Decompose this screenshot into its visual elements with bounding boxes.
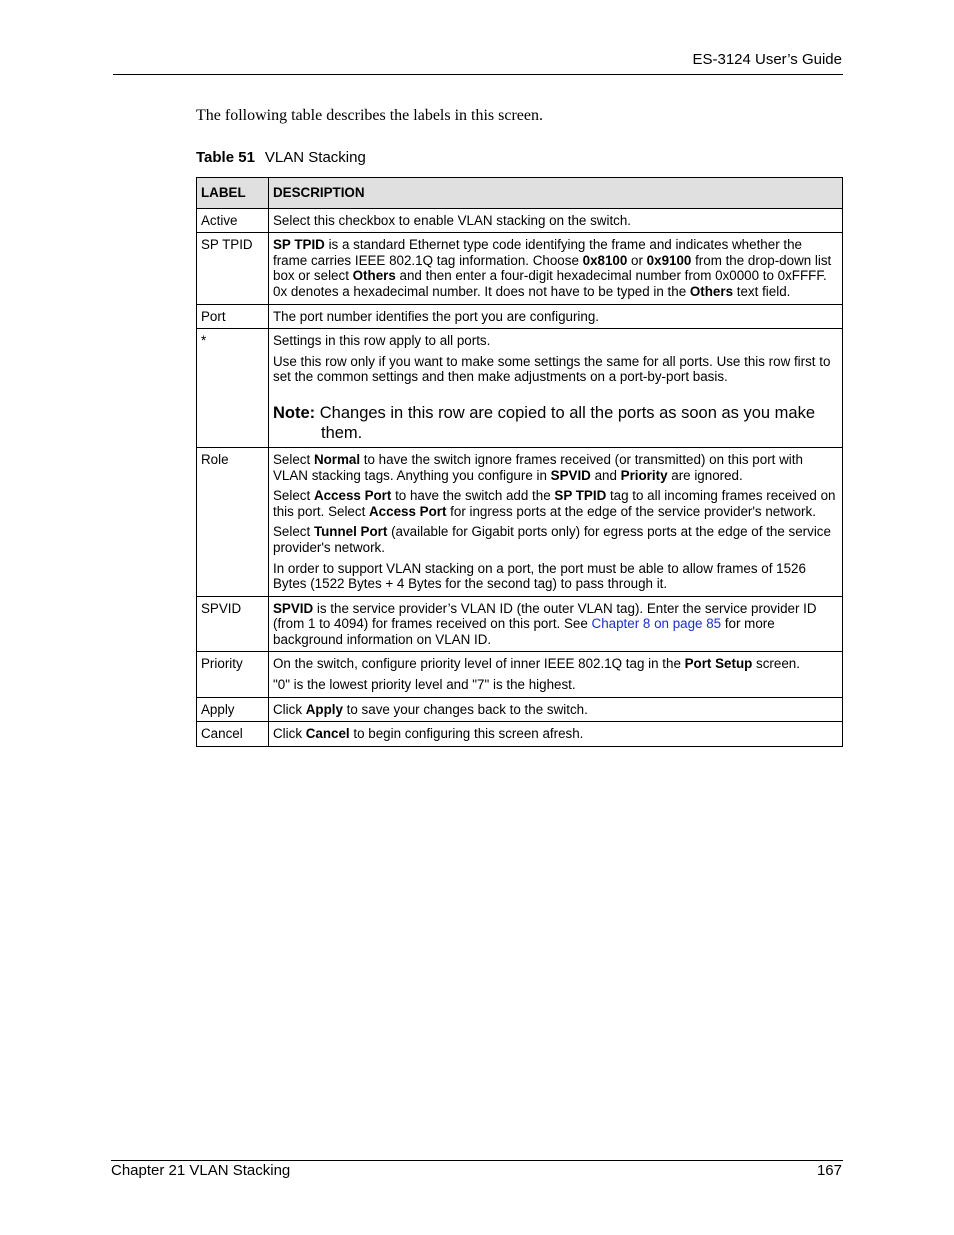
table-row-all-ports xyxy=(197,329,843,448)
note-label: Note: xyxy=(273,403,316,422)
table-row-apply xyxy=(197,697,843,722)
running-header-title: ES-3124 User’s Guide xyxy=(692,51,842,68)
column-header-description: DESCRIPTION xyxy=(269,178,843,209)
row-label: Active xyxy=(197,208,269,233)
description-paragraph: In order to support VLAN stacking on a port, the port must be able to allow frames of 1526 Bytes (1522 Bytes + 4 Bytes for the second tag) to pass through it. xyxy=(273,560,806,592)
row-description: The port number identifies the port you are configuring. xyxy=(269,304,843,329)
table-row-cancel xyxy=(197,722,843,747)
table-row-role xyxy=(197,447,843,596)
header-divider xyxy=(113,74,843,75)
table-row-priority xyxy=(197,652,843,697)
note-text: Changes in this row are copied to all the ports as soon as you make them. xyxy=(315,403,816,442)
table-caption xyxy=(196,149,366,166)
row-description: Click Apply to save your changes back to the switch. xyxy=(269,697,843,722)
row-label: Port xyxy=(197,304,269,329)
table-header-row xyxy=(197,178,843,209)
description-paragraph: Settings in this row apply to all ports. xyxy=(273,333,491,349)
table-row-sp-tpid xyxy=(197,233,843,304)
table-row-spvid xyxy=(197,596,843,652)
row-label: Priority xyxy=(197,652,269,697)
row-description: Click Cancel to begin configuring this screen afresh. xyxy=(269,722,843,747)
footer-page-number: 167 xyxy=(816,1162,842,1179)
row-label: * xyxy=(197,329,269,448)
column-header-label: LABEL xyxy=(197,178,269,209)
row-description: SPVID is the service provider’s VLAN ID (the outer VLAN tag). Enter the service provider ID (from 1 to 4094) for frames received on this port. See Chapter 8 on page 85 for more background information on VLAN ID. xyxy=(269,596,843,652)
vlan-stacking-table xyxy=(196,177,843,747)
chapter-8-link[interactable]: Chapter 8 on page 85 xyxy=(591,616,722,632)
row-description: Select this checkbox to enable VLAN stacking on the switch. xyxy=(269,208,843,233)
row-description xyxy=(269,652,843,697)
row-label: SP TPID xyxy=(197,233,269,304)
description-paragraph: Select Normal to have the switch ignore frames received (or transmitted) on this port with VLAN stacking tags. Anything you configure in SPVID and Priority are ignored. xyxy=(273,451,803,483)
description-paragraph: Use this row only if you want to make some settings the same for all ports. Use this row first to set the common settings and then make adjustments on a port-by-port basis. xyxy=(273,353,831,385)
intro-paragraph: The following table describes the labels in this screen. xyxy=(196,107,544,124)
footer-chapter: Chapter 21 VLAN Stacking xyxy=(111,1162,291,1179)
table-row-port xyxy=(197,304,843,329)
row-description xyxy=(269,329,843,448)
row-label: SPVID xyxy=(197,596,269,652)
table-caption-number: Table 51 xyxy=(196,149,255,166)
row-description: SP TPID is a standard Ethernet type code identifying the frame and indicates whether the frame carries IEEE 802.1Q tag information. Choose 0x8100 or 0x9100 from the drop-down list box or select Others and then enter a four-digit hexadecimal number from 0x0000 to 0xFFFF. 0x denotes a hexadecimal number. It does not have to be typed in the Others text field. xyxy=(269,233,843,304)
row-label: Apply xyxy=(197,697,269,722)
row-label: Role xyxy=(197,447,269,596)
description-paragraph: Select Tunnel Port (available for Gigabit ports only) for egress ports at the edge of the service provider's network. xyxy=(273,524,831,555)
description-paragraph: On the switch, configure priority level of inner IEEE 802.1Q tag in the Port Setup screen. xyxy=(273,656,800,672)
table-row-active xyxy=(197,208,843,233)
footer-divider xyxy=(111,1160,843,1161)
description-paragraph: "0" is the lowest priority level and "7" is the highest. xyxy=(273,677,576,693)
row-description xyxy=(269,447,843,596)
table-caption-title: VLAN Stacking xyxy=(264,149,366,166)
description-paragraph: Select Access Port to have the switch add the SP TPID tag to all incoming frames received on this port. Select Access Port for ingress ports at the edge of the service provider's network. xyxy=(273,488,836,519)
note-callout xyxy=(273,403,838,443)
row-label: Cancel xyxy=(197,722,269,747)
